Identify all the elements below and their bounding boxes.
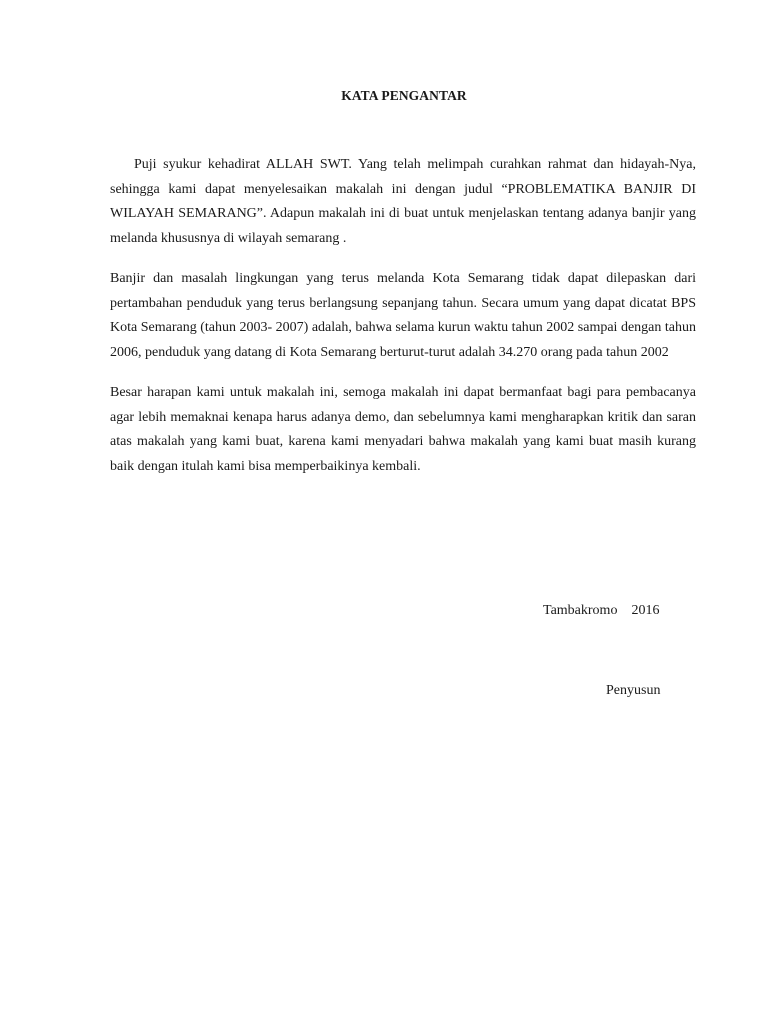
document-body [110, 153, 696, 495]
closing-place-date [543, 599, 659, 624]
closing-signer: Penyusun [606, 683, 661, 698]
document-title: KATA PENGANTAR [341, 88, 467, 103]
paragraph-intro: Puji syukur kehadirat ALLAH SWT. Yang telah melimpah curahkan rahmat dan hidayah-Nya, sehingga kami dapat menyelesaikan makalah ini dengan judul “PROBLEMATIKA BANJIR DI WILAYAH SEMARANG”. Adapun makalah ini di buat untuk menjelaskan tentang adanya banjir yang melanda khususnya di wilayah semarang . [110, 157, 696, 246]
closing-year: 2016 [631, 603, 660, 618]
closing-place: Tambakromo [543, 603, 618, 618]
paragraph-flood-context: Banjir dan masalah lingkungan yang terus melanda Kota Semarang tidak dapat dilepaskan dari pertambahan penduduk yang terus berlangsung sepanjang tahun. Secara umum yang dapat dicatat BPS Kota Semarang (tahun 2003- 2007) adalah, bahwa selama kurun waktu tahun 2002 sampai dengan tahun 2006, penduduk yang datang di Kota Semarang berturut-turut adalah 34.270 orang pada tahun 2002 [110, 271, 696, 360]
paragraph-hope: Besar harapan kami untuk makalah ini, semoga makalah ini dapat bermanfaat bagi para pembacanya agar lebih memaknai kenapa harus adanya demo, dan sebelumnya kami mengharapkan kritik dan saran atas makalah yang kami buat, karena kami menyadari bahwa makalah yang kami buat masih kurang baik dengan itulah kami bisa memperbaikinya kembali. [110, 385, 696, 474]
